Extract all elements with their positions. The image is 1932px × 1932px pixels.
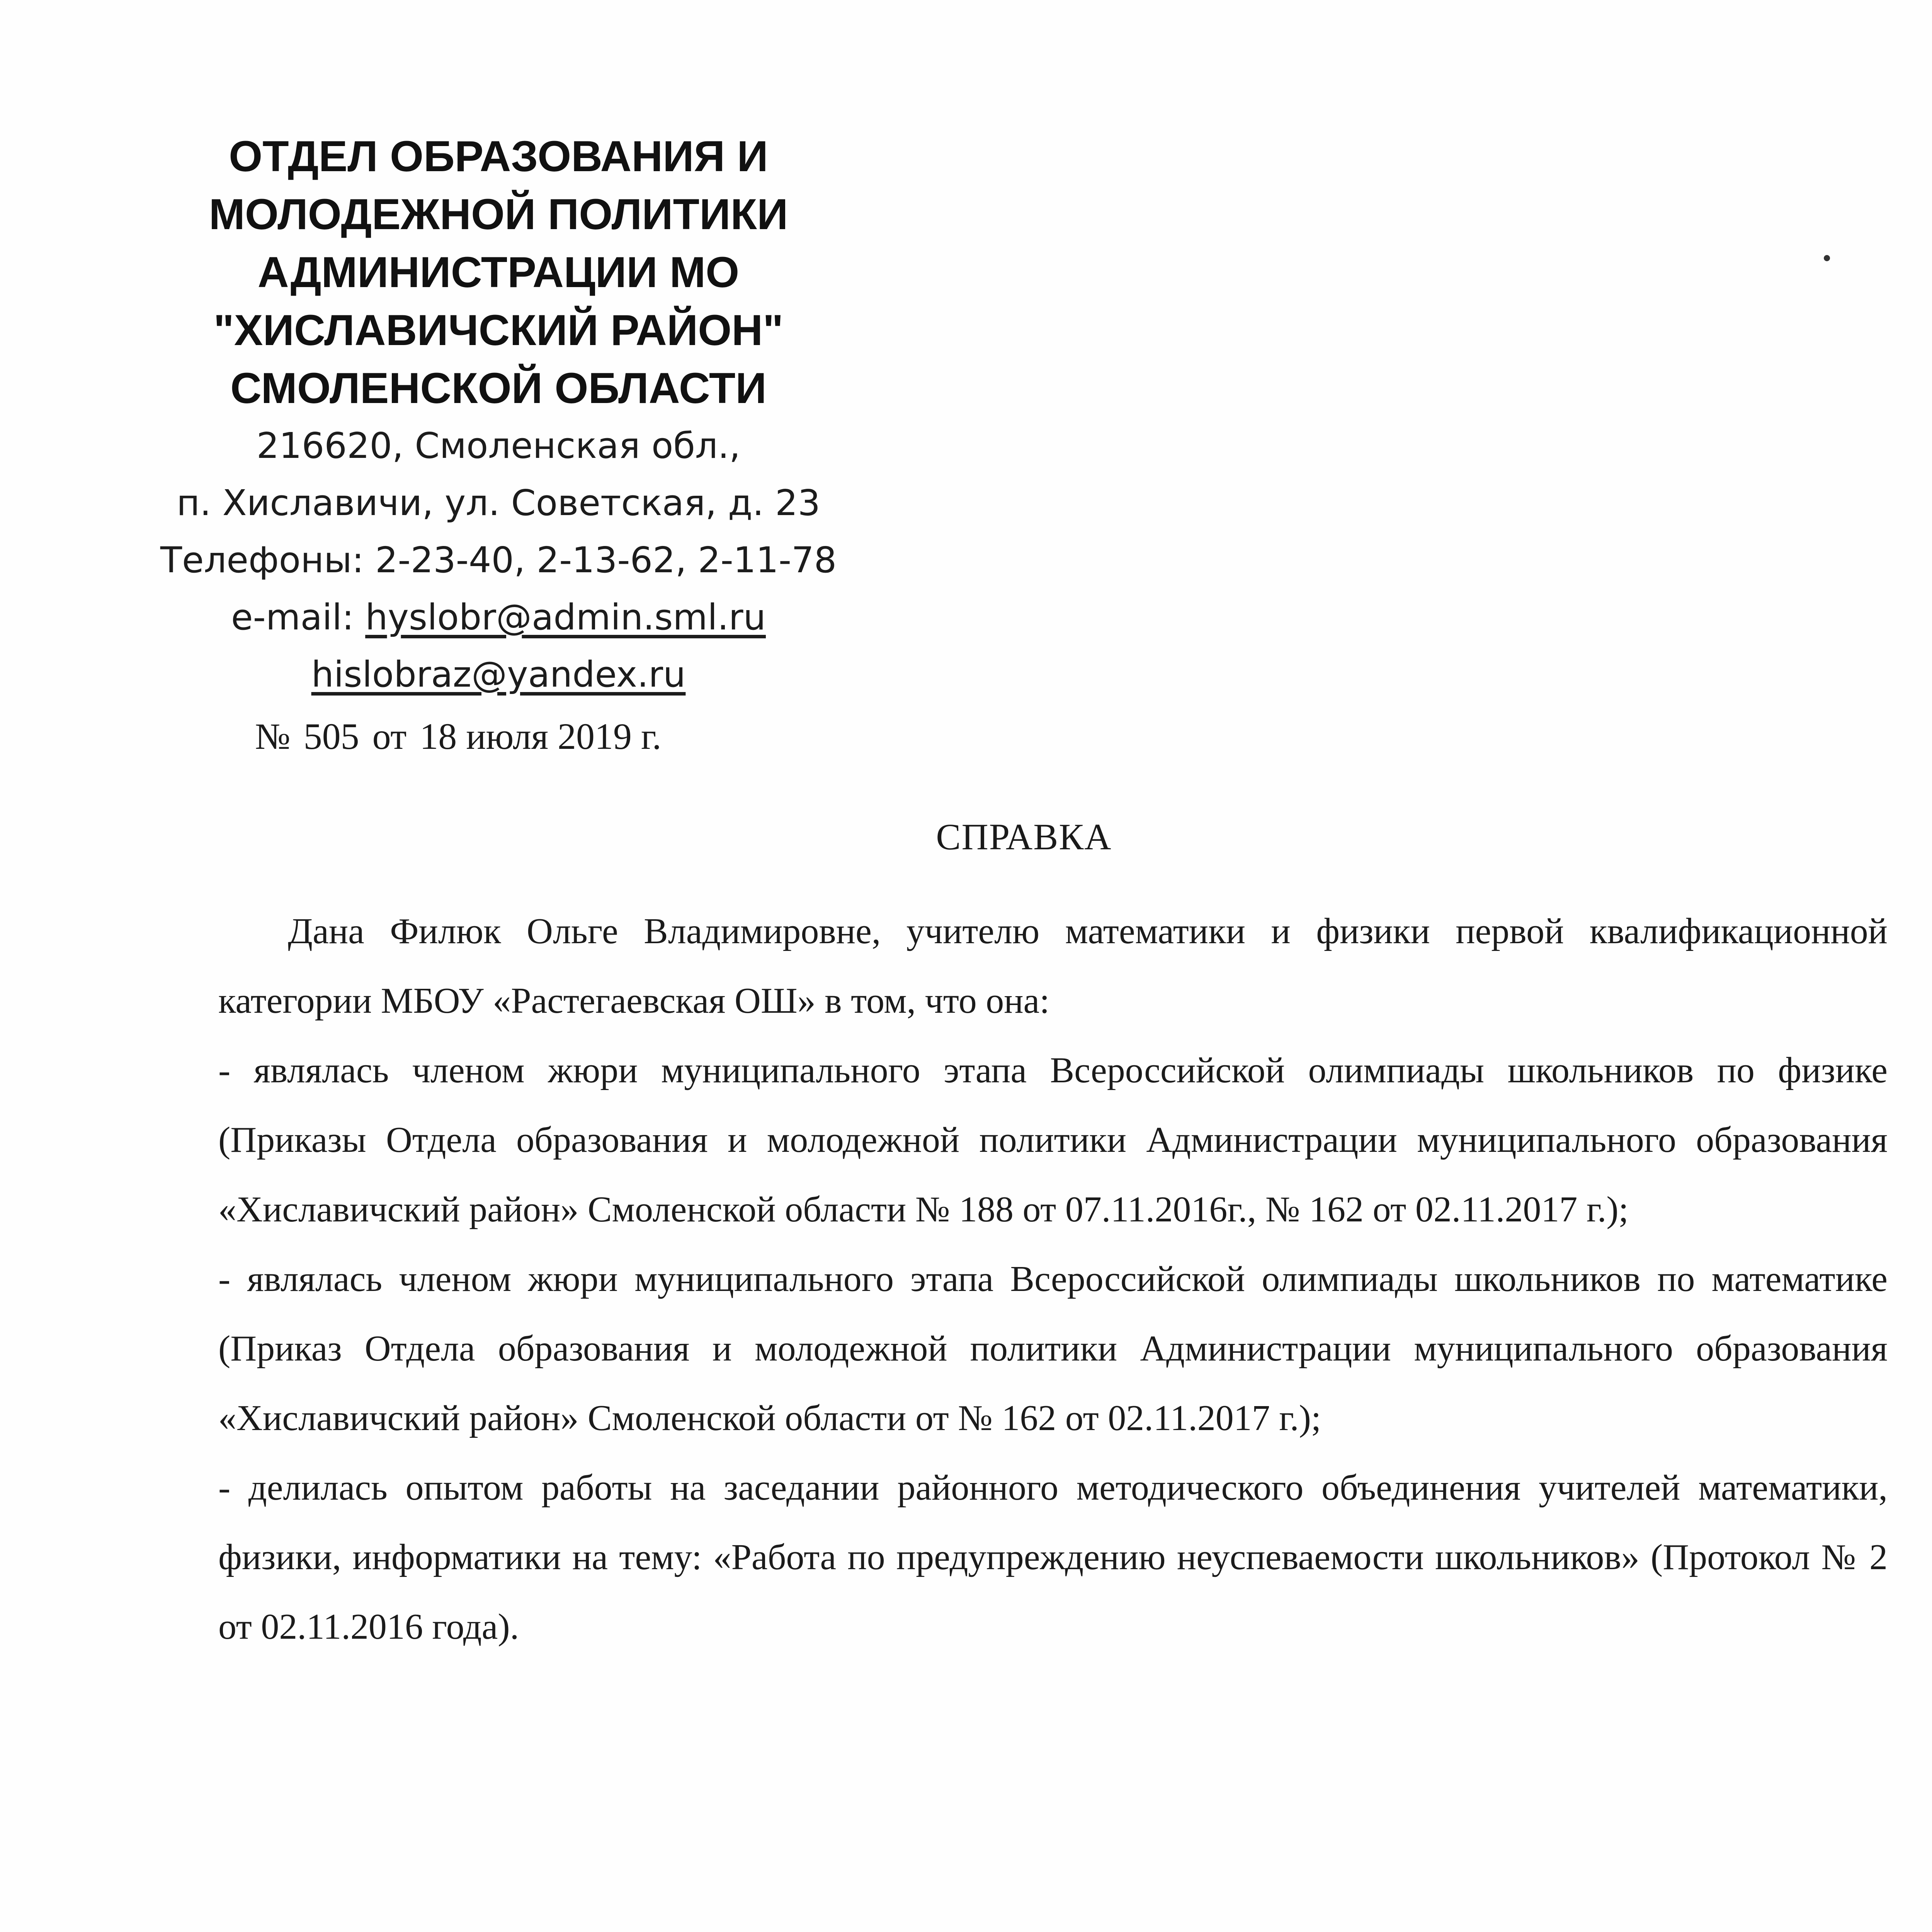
number-sign: № — [255, 716, 291, 757]
body-paragraph: - делилась опытом работы на заседании районного методического объединения учителей математики, физики, информатики на тему: «Работа по предупреждению неуспеваемости школьников» (Протокол № 2 от 02.11.2016 года). — [218, 1468, 1888, 1647]
document-body — [218, 896, 1888, 1662]
body-paragraph: - являлась членом жюри муниципального этапа Всероссийской олимпиады школьников по математике (Приказ Отдела образования и молодежной политики Администрации муниципального образования «Хиславичский район» Смоленской области от № 162 от 02.11.2017 г.); — [218, 1259, 1888, 1438]
org-line: МОЛОДЕЖНОЙ ПОЛИТИКИ — [209, 190, 788, 238]
letterhead — [116, 128, 881, 703]
address-line: 216620, Смоленская обл., — [256, 425, 741, 466]
org-line: АДМИНИСТРАЦИИ МО — [257, 248, 740, 296]
email-label: e-mail: — [231, 597, 366, 638]
body-paragraph: - являлась членом жюри муниципального этапа Всероссийской олимпиады школьников по физике (Приказы Отдела образования и молодежной политики Администрации муниципального образования «Хиславичский район» Смоленской области № 188 от 07.11.2016г., № 162 от 02.11.2017 г.); — [218, 1050, 1888, 1230]
organization-name — [116, 128, 881, 417]
address-line: п. Хиславичи, ул. Советская, д. 23 — [176, 482, 821, 524]
email-link-1[interactable]: hyslobr@admin.sml.ru — [365, 597, 766, 638]
org-line: ОТДЕЛ ОБРАЗОВАНИЯ И — [229, 132, 768, 180]
registration-number — [255, 715, 675, 758]
email-line — [116, 589, 881, 646]
phones-line: Телефоны: 2-23-40, 2-13-62, 2-11-78 — [160, 539, 837, 581]
document-title: СПРАВКА — [936, 816, 1112, 857]
organization-address — [116, 417, 881, 703]
org-line: СМОЛЕНСКОЙ ОБЛАСТИ — [230, 364, 767, 412]
email-line-2 — [116, 646, 881, 703]
scan-speck — [1824, 255, 1830, 261]
body-paragraph: Дана Филюк Ольге Владимировне, учителю математики и физики первой квалификационной категории МБОУ «Растегаевская ОШ» в том, что она: — [218, 911, 1888, 1021]
reg-from: от — [372, 716, 407, 757]
reg-number: 505 — [303, 716, 359, 757]
email-link-2[interactable]: hislobraz@yandex.ru — [311, 654, 686, 695]
reg-date: 18 июля 2019 г. — [420, 716, 662, 757]
org-line: "ХИСЛАВИЧСКИЙ РАЙОН" — [213, 306, 784, 354]
